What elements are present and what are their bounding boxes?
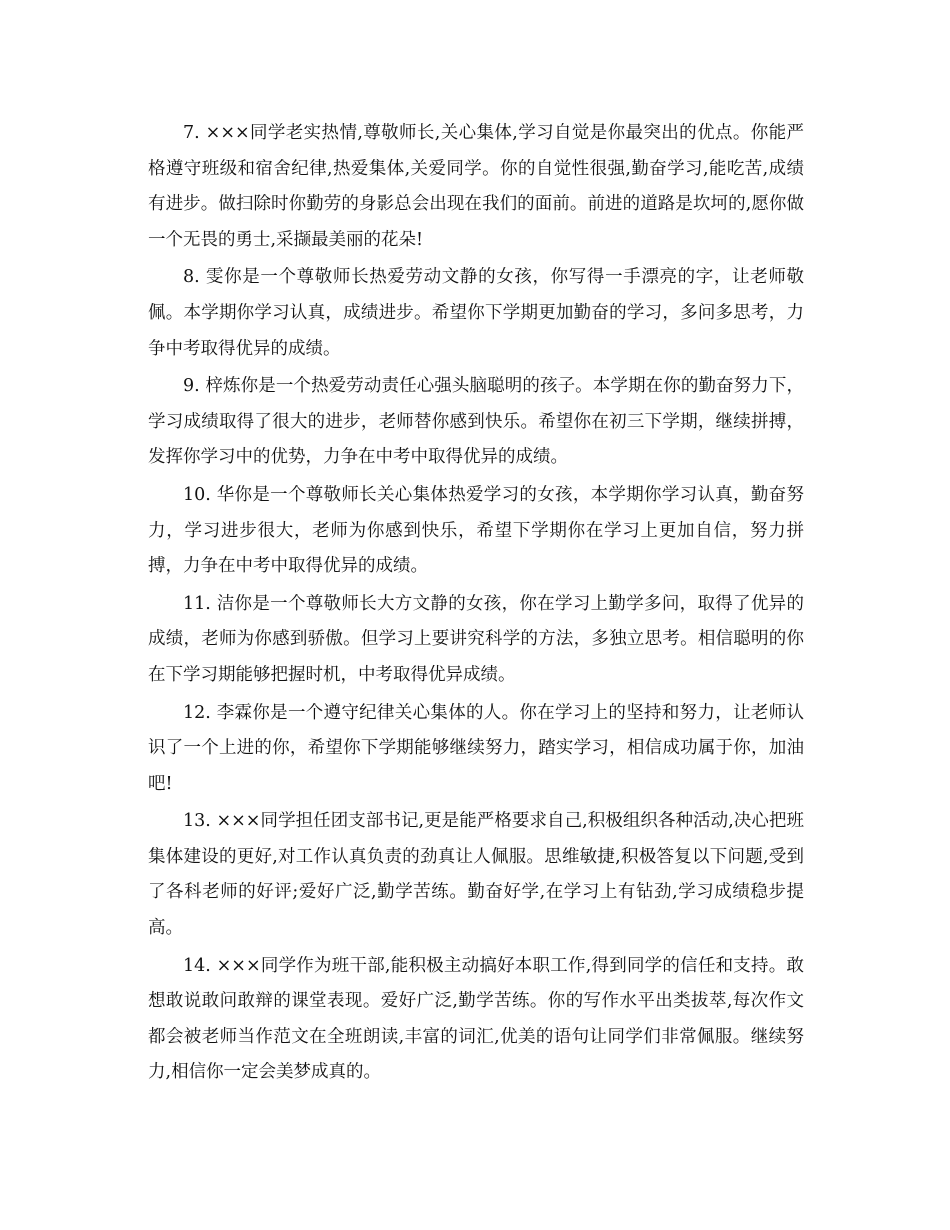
paragraph-number: 14.	[183, 955, 211, 976]
paragraph-number: 8.	[183, 267, 200, 288]
paragraph-number: 7.	[183, 123, 200, 143]
paragraph-text: ×××同学作为班干部,能积极主动搞好本职工作,得到同学的信任和支持。敢想敢说敢问敢辩的课堂表现。爱好广泛,勤学苦练。你的写作水平出类拔萃,每次作文都会被老师当作范文在全班朗读,丰富的词汇,优美的语句让同学们非常佩服。继续努力,相信你一定会美梦成真的。	[148, 955, 804, 1083]
paragraph-11	[148, 587, 804, 694]
paragraph-8	[148, 260, 804, 367]
paragraph-9	[148, 369, 804, 476]
paragraph-10	[148, 478, 804, 585]
paragraph-text: 雯你是一个尊敬师长热爱劳动文静的女孩，你写得一手漂亮的字，让老师敬佩。本学期你学习认真，成绩进步。希望你下学期更加勤奋的学习，多问多思考，力争中考取得优异的成绩。	[148, 267, 804, 359]
paragraph-text: 洁你是一个尊敬师长大方文静的女孩，你在学习上勤学多问，取得了优异的成绩，老师为你感到骄傲。但学习上要讲究科学的方法，多独立思考。相信聪明的你在下学习期能够把握时机，中考取得优异成绩。	[148, 593, 804, 685]
paragraph-14	[148, 949, 804, 1091]
paragraph-number: 11.	[183, 593, 211, 614]
document-body	[148, 116, 804, 1093]
paragraph-text: 李霖你是一个遵守纪律关心集体的人。你在学习上的坚持和努力，让老师认识了一个上进的你，希望你下学期能够继续努力，踏实学习，相信成功属于你，加油吧!	[148, 702, 804, 794]
paragraph-number: 12.	[183, 702, 211, 723]
paragraph-text: 华你是一个尊敬师长关心集体热爱学习的女孩，本学期你学习认真，勤奋努力，学习进步很大，老师为你感到快乐，希望下学期你在学习上更加自信，努力拼搏，力争在中考中取得优异的成绩。	[148, 484, 804, 577]
paragraph-text: ×××同学老实热情,尊敬师长,关心集体,学习自觉是你最突出的优点。你能严格遵守班级和宿舍纪律,热爱集体,关爱同学。你的自觉性很强,勤奋学习,能吃苦,成绩有进步。做扫除时你勤劳的身影总会出现在我们的面前。前进的道路是坎坷的,愿你做一个无畏的勇士,采撷最美丽的花朵!	[148, 123, 804, 250]
paragraph-number: 13.	[183, 811, 211, 832]
paragraph-text: 梓炼你是一个热爱劳动责任心强头脑聪明的孩子。本学期在你的勤奋努力下，学习成绩取得了很大的进步，老师替你感到快乐。希望你在初三下学期，继续拼搏，发挥你学习中的优势，力争在中考中取得优异的成绩。	[148, 376, 804, 468]
paragraph-number: 9.	[183, 376, 200, 397]
paragraph-12	[148, 696, 804, 803]
paragraph-text: ×××同学担任团支部书记,更是能严格要求自己,积极组织各种活动,决心把班集体建设的更好,对工作认真负责的劲真让人佩服。思维敏捷,积极答复以下问题,受到了各科老师的好评;爱好广泛,勤学苦练。勤奋好学,在学习上有钻劲,学习成绩稳步提高。	[148, 811, 804, 939]
paragraph-7	[148, 116, 804, 258]
paragraph-13	[148, 804, 804, 946]
paragraph-number: 10.	[183, 484, 211, 505]
